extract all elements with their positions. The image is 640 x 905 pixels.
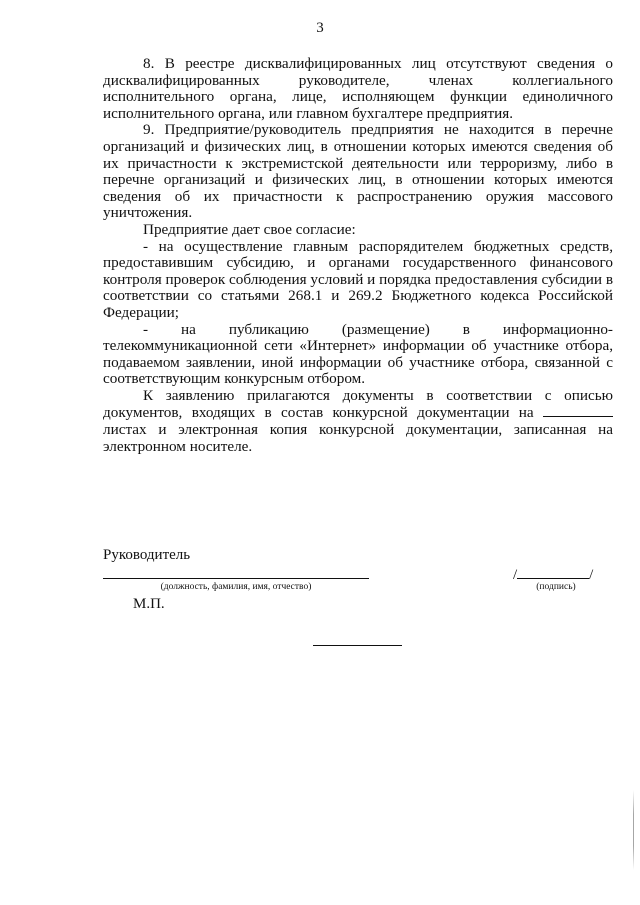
- signature-line: [517, 566, 589, 579]
- consent-item-publication: - на публикацию (размещение) в информационно-телекоммуникационной сети «Интернет» информации об участнике отбора, подаваемом заявлении, иной информации об участнике отбора, связанной с соответствующим конкурсным отбором.: [103, 320, 613, 388]
- paragraph-8: 8. В реестре дисквалифицированных лиц отсутствуют сведения о дисквалифицированных руководителе, членах коллегиального исполнительного органа, лице, исполняющем функции единоличного исполнительного органа, или главном бухгалтере предприятия.: [103, 55, 613, 122]
- signature-hint: (подпись): [536, 582, 576, 592]
- consent-item-inspections: - на осуществление главным распорядителем бюджетных средств, предоставившим субсидию, и органами государственного финансового контроля проверок соблюдения условий и порядка предоставления субсидии в соответствии со статьями 268.1 и 269.2 Бюджетного кодекса Российской Федерации;: [103, 237, 613, 321]
- stamp-label: М.П.: [133, 596, 165, 612]
- slash-right: /: [589, 567, 594, 583]
- end-of-document-line: [313, 645, 402, 646]
- position-name-line: [103, 578, 369, 579]
- position-name-hint: (должность, фамилия, имя, отчество): [160, 582, 312, 592]
- page-number: 3: [316, 20, 324, 36]
- paragraph-9: 9. Предприятие/руководитель предприятия не находится в перечне организаций и физических лиц, в отношении которых имеются сведения об их причастности к экстремистской деятельности или терроризму, либо в перечне организаций и физических лиц, в отношении которых имеются сведения об их причастности к распространению оружия массового уничтожения.: [103, 121, 613, 222]
- attachment-text-after: листах и электронная копия конкурсной документации, записанная на электронном носителе.: [103, 421, 613, 455]
- consent-intro: Предприятие дает свое согласие:: [143, 220, 356, 238]
- attachment-text-before: К заявлению прилагаются документы в соответствии с описью документов, входящих в состав конкурсной документации на: [103, 386, 613, 422]
- slash-left: /: [513, 567, 518, 583]
- head-label: Руководитель: [103, 547, 191, 563]
- scan-edge-artifact: [633, 790, 634, 870]
